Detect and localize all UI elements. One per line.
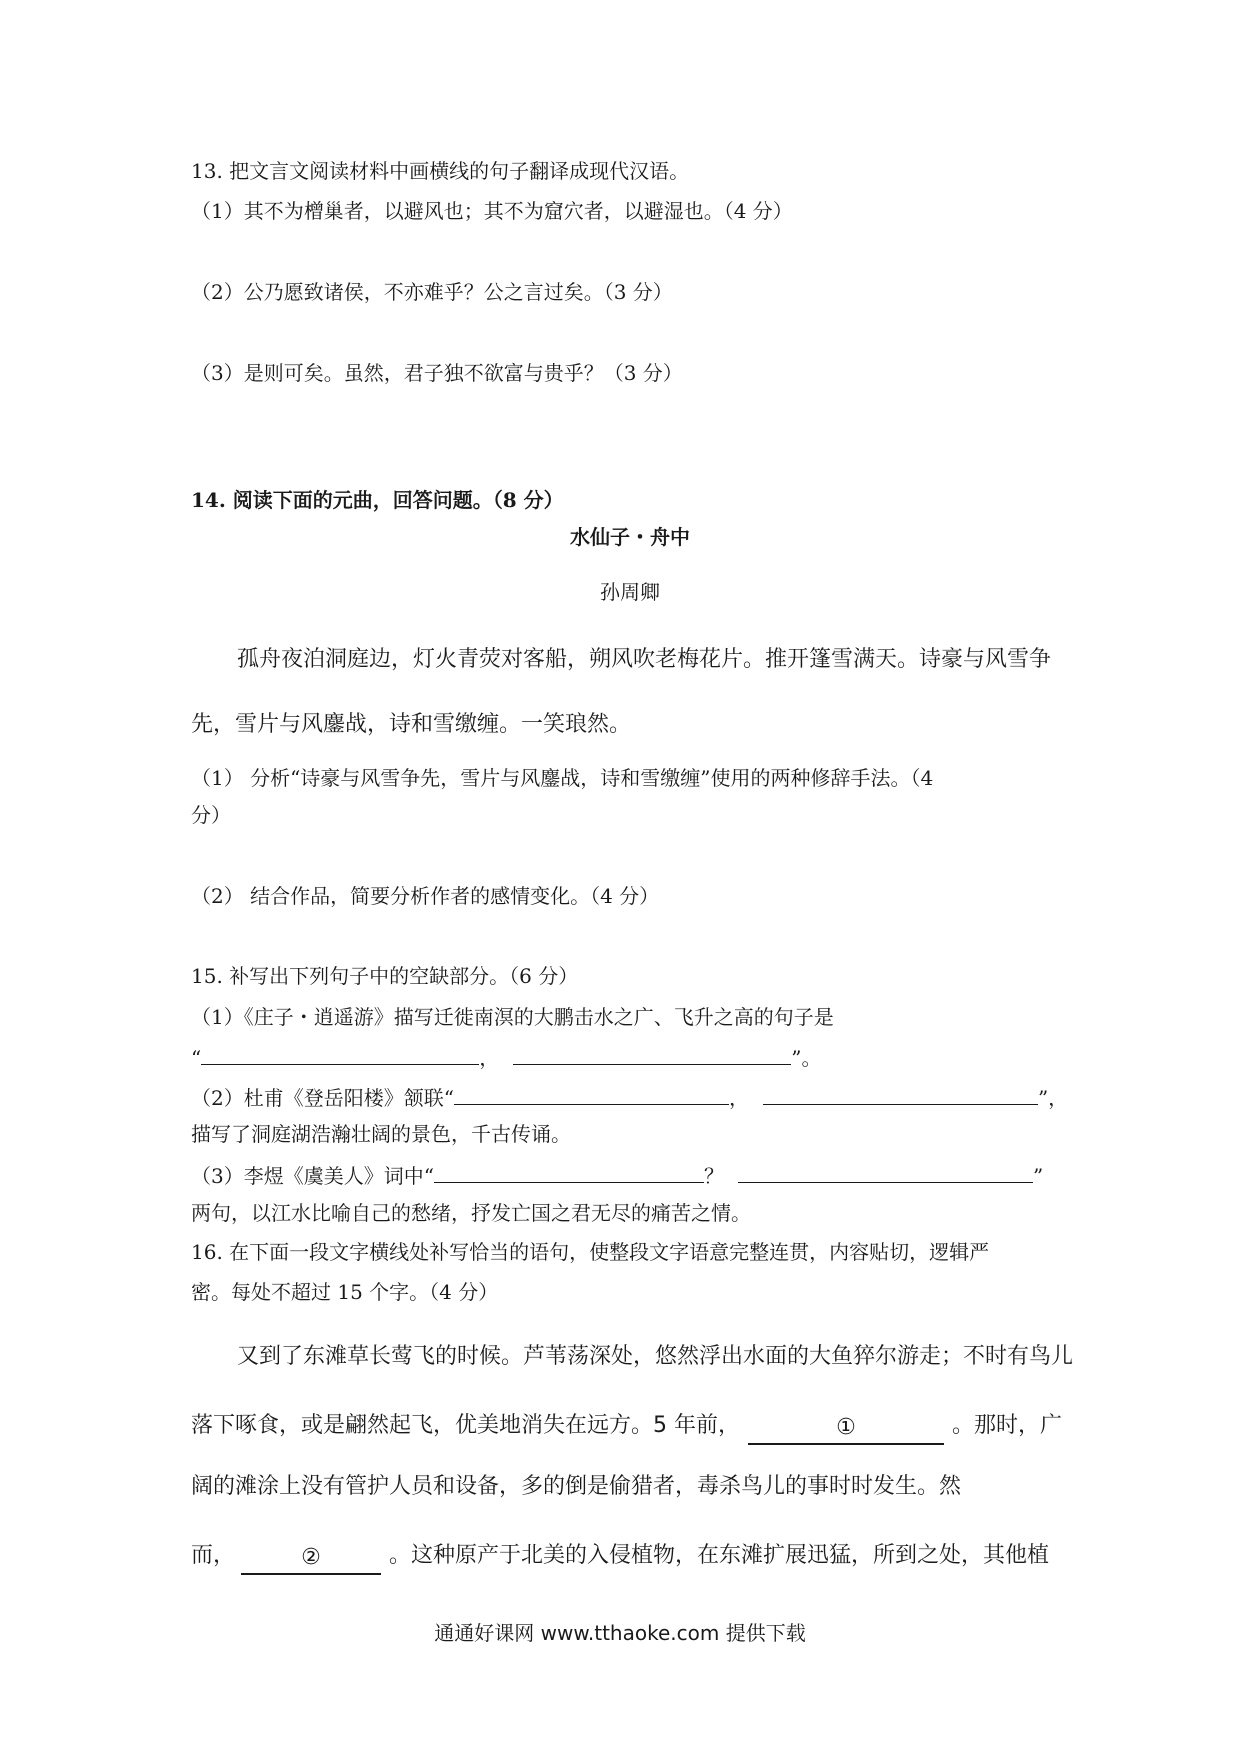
q15-item-3 bbox=[191, 1160, 1043, 1190]
poem-title: 水仙子・舟中 bbox=[570, 525, 690, 549]
q15-item-2 bbox=[191, 1082, 1068, 1112]
fill-blank[interactable] bbox=[763, 1082, 1038, 1105]
q15-item-2-tail: 描写了洞庭湖浩瀚壮阔的景色，千古传诵。 bbox=[191, 1122, 571, 1146]
q16-line-2-tail: 。那时，广 bbox=[952, 1413, 1063, 1438]
comma: ， bbox=[728, 1086, 749, 1110]
q14-sub-1-line-b: 分） bbox=[191, 803, 231, 827]
q15-item-3-tail: 两句，以江水比喻自己的愁绪，抒发亡国之君无尽的痛苦之情。 bbox=[191, 1201, 751, 1225]
answer-blank-2[interactable]: ② bbox=[241, 1543, 381, 1575]
q15-item-3-lead: （3）李煜《虞美人》词中“ bbox=[191, 1164, 434, 1188]
q13-title: 13. 把文言文阅读材料中画横线的句子翻译成现代汉语。 bbox=[191, 159, 690, 183]
page-footer: 通通好课网 www.tthaoke.com 提供下载 bbox=[434, 1621, 806, 1645]
fill-blank[interactable] bbox=[513, 1042, 791, 1065]
fill-blank[interactable] bbox=[201, 1042, 479, 1065]
q16-paragraph-line-2 bbox=[191, 1411, 1062, 1443]
q15-title: 15. 补写出下列句子中的空缺部分。（6 分） bbox=[191, 964, 579, 988]
q16-title-line-a: 16. 在下面一段文字横线处补写恰当的语句，使整段文字语意完整连贯，内容贴切，逻辑严 bbox=[191, 1240, 990, 1264]
q15-item-1-blanks bbox=[191, 1042, 821, 1072]
comma: ， bbox=[479, 1046, 500, 1070]
q13-sentence-2: （2）公乃愿致诸侯，不亦难乎？公之言过矣。（3 分） bbox=[191, 280, 673, 304]
q16-line-4-lead: 而， bbox=[191, 1543, 236, 1568]
q14-sub-1-line-a: （1） 分析“诗豪与风雪争先，雪片与风鏖战，诗和雪缴缠”使用的两种修辞手法。（4 bbox=[191, 766, 934, 790]
q13-sentence-1: （1）其不为橧巢者，以避风也；其不为窟穴者，以避湿也。（4 分） bbox=[191, 199, 793, 223]
q15-item-2-lead: （2）杜甫《登岳阳楼》颔联“ bbox=[191, 1086, 454, 1110]
q16-paragraph-line-1: 又到了东滩草长莺飞的时候。芦苇荡深处，悠然浮出水面的大鱼猝尔游走；不时有鸟儿 bbox=[237, 1344, 1074, 1369]
fill-blank[interactable] bbox=[454, 1082, 729, 1105]
q16-paragraph-line-4 bbox=[191, 1541, 1049, 1573]
poem-line-1: 孤舟夜泊洞庭边，灯火青荧对客船，朔风吹老梅花片。推开篷雪满天。诗豪与风雪争 bbox=[237, 647, 1052, 672]
fill-blank[interactable] bbox=[738, 1160, 1033, 1183]
q14-sub-2: （2） 结合作品，简要分析作者的感情变化。（4 分） bbox=[191, 884, 660, 908]
poem-author: 孙周卿 bbox=[600, 580, 660, 604]
open-quote: “ bbox=[191, 1046, 202, 1070]
q16-title-line-b: 密。每处不超过 15 个字。（4 分） bbox=[191, 1280, 499, 1304]
fill-blank[interactable] bbox=[434, 1160, 704, 1183]
q16-line-4-tail: 。这种原产于北美的入侵植物，在东滩扩展迅猛，所到之处，其他植 bbox=[389, 1543, 1050, 1568]
close-quote: ” bbox=[1032, 1164, 1044, 1188]
poem-line-2: 先，雪片与风鏖战，诗和雪缴缠。一笑琅然。 bbox=[191, 712, 632, 737]
q16-line-2-lead: 落下啄食，或是翩然起飞，优美地消失在远方。5 年前， bbox=[191, 1413, 740, 1438]
close-quote: ”。 bbox=[791, 1046, 822, 1070]
question-mark: ？ bbox=[703, 1164, 724, 1188]
q13-sentence-3: （3）是则可矣。虽然，君子独不欲富与贵乎？（3 分） bbox=[191, 361, 683, 385]
q15-item-1: （1）《庄子・逍遥游》描写迁徙南溟的大鹏击水之广、飞升之高的句子是 bbox=[191, 1005, 834, 1029]
q14-title: 14. 阅读下面的元曲，回答问题。（8 分） bbox=[191, 488, 564, 512]
answer-blank-1[interactable]: ① bbox=[748, 1413, 944, 1445]
close-quote: ”， bbox=[1037, 1086, 1069, 1110]
q16-paragraph-line-3: 阔的滩涂上没有管护人员和设备，多的倒是偷猎者，毒杀鸟儿的事时时发生。然 bbox=[191, 1474, 962, 1499]
